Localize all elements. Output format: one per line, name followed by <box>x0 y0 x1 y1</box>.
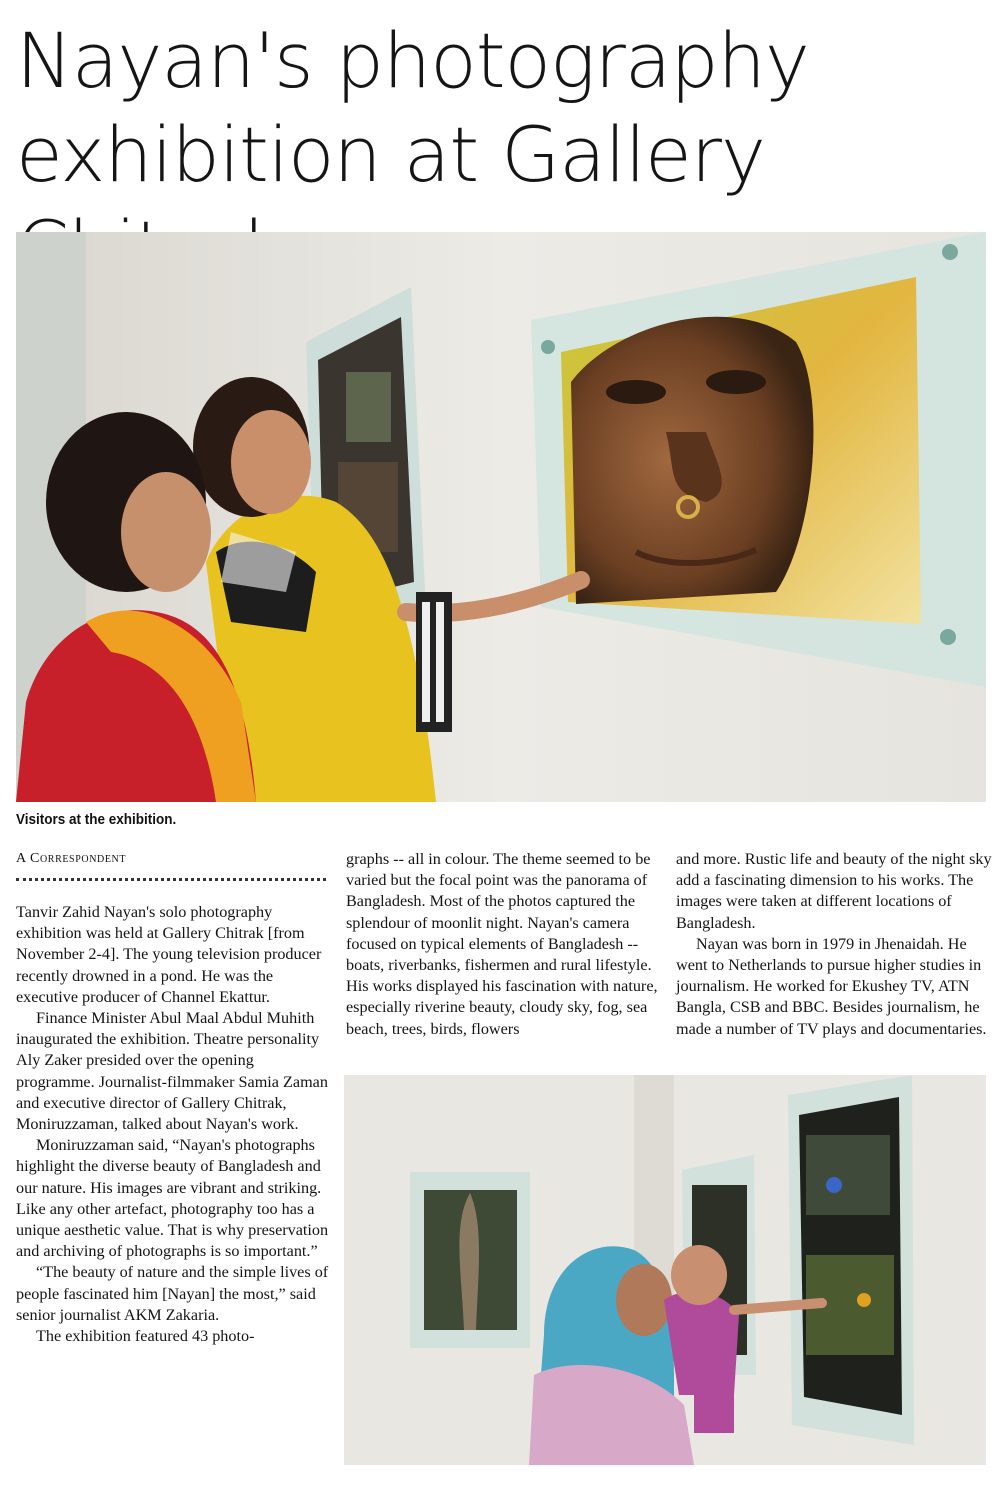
article-column-1 <box>16 902 332 1347</box>
article-paragraph: The exhibition featured 43 photo- <box>36 1327 255 1346</box>
secondary-photo-illustration <box>344 1075 986 1465</box>
article-paragraph: and more. Rustic life and beauty of the night sky add a fascinating dimension to his works. The images were taken at different locations of Bangladesh. <box>676 850 992 932</box>
article-paragraph: Moniruzzaman said, “Nayan's photographs highlight the diverse beauty of Bangladesh and our nature. His images are vibrant and striking. Like any other artefact, photography too has a unique aesthetic value. That is why preservation and archiving of photographs is so important.” <box>16 1136 329 1261</box>
article-column-3 <box>676 849 992 1040</box>
byline-divider <box>16 878 326 881</box>
byline: A Correspondent <box>16 851 127 866</box>
main-photo-illustration <box>16 232 986 802</box>
main-photo <box>16 232 986 802</box>
headline: Nayan's photography exhibition at Gallery <box>16 16 809 199</box>
photo-caption: Visitors at the exhibition. <box>16 811 177 828</box>
secondary-photo <box>344 1075 986 1465</box>
article-paragraph: Nayan was born in 1979 in Jhenaidah. He went to Netherlands to pursue higher studies in journalism. He worked for Ekushey TV, ATN Bangla, CSB and BBC. Besides journalism, he made a number of TV plays and documentaries. <box>676 934 987 1038</box>
article-paragraph: Finance Minister Abul Maal Abdul Muhith inaugurated the exhibition. Theatre personality Aly Zaker presided over the opening programme. Journalist-filmmaker Samia Zaman and executive director of Gallery Chitrak, Moniruzzaman, talked about Nayan's work. <box>16 1009 328 1134</box>
article-paragraph: Tanvir Zahid Nayan's solo photography exhibition was held at Gallery Chitrak [from November 2-4]. The young television producer recently drowned in a pond. He was the executive producer of Channel Ekattur. <box>16 903 322 1006</box>
article-paragraph: graphs -- all in colour. The theme seemed to be varied but the focal point was the panorama of Bangladesh. Most of the photos captured the splendour of moonlit night. Nayan's camera focused on typical elements of Bangladesh -- boats, riverbanks, fishermen and rural lifestyle. His works displayed his fascination with nature, especially riverine beauty, cloudy sky, fog, sea beach, trees, birds, flowers <box>346 850 658 1038</box>
article-paragraph: “The beauty of nature and the simple lives of people fascinated him [Nayan] the most,” said senior journalist AKM Zakaria. <box>16 1263 329 1324</box>
article-column-2 <box>346 849 664 1040</box>
